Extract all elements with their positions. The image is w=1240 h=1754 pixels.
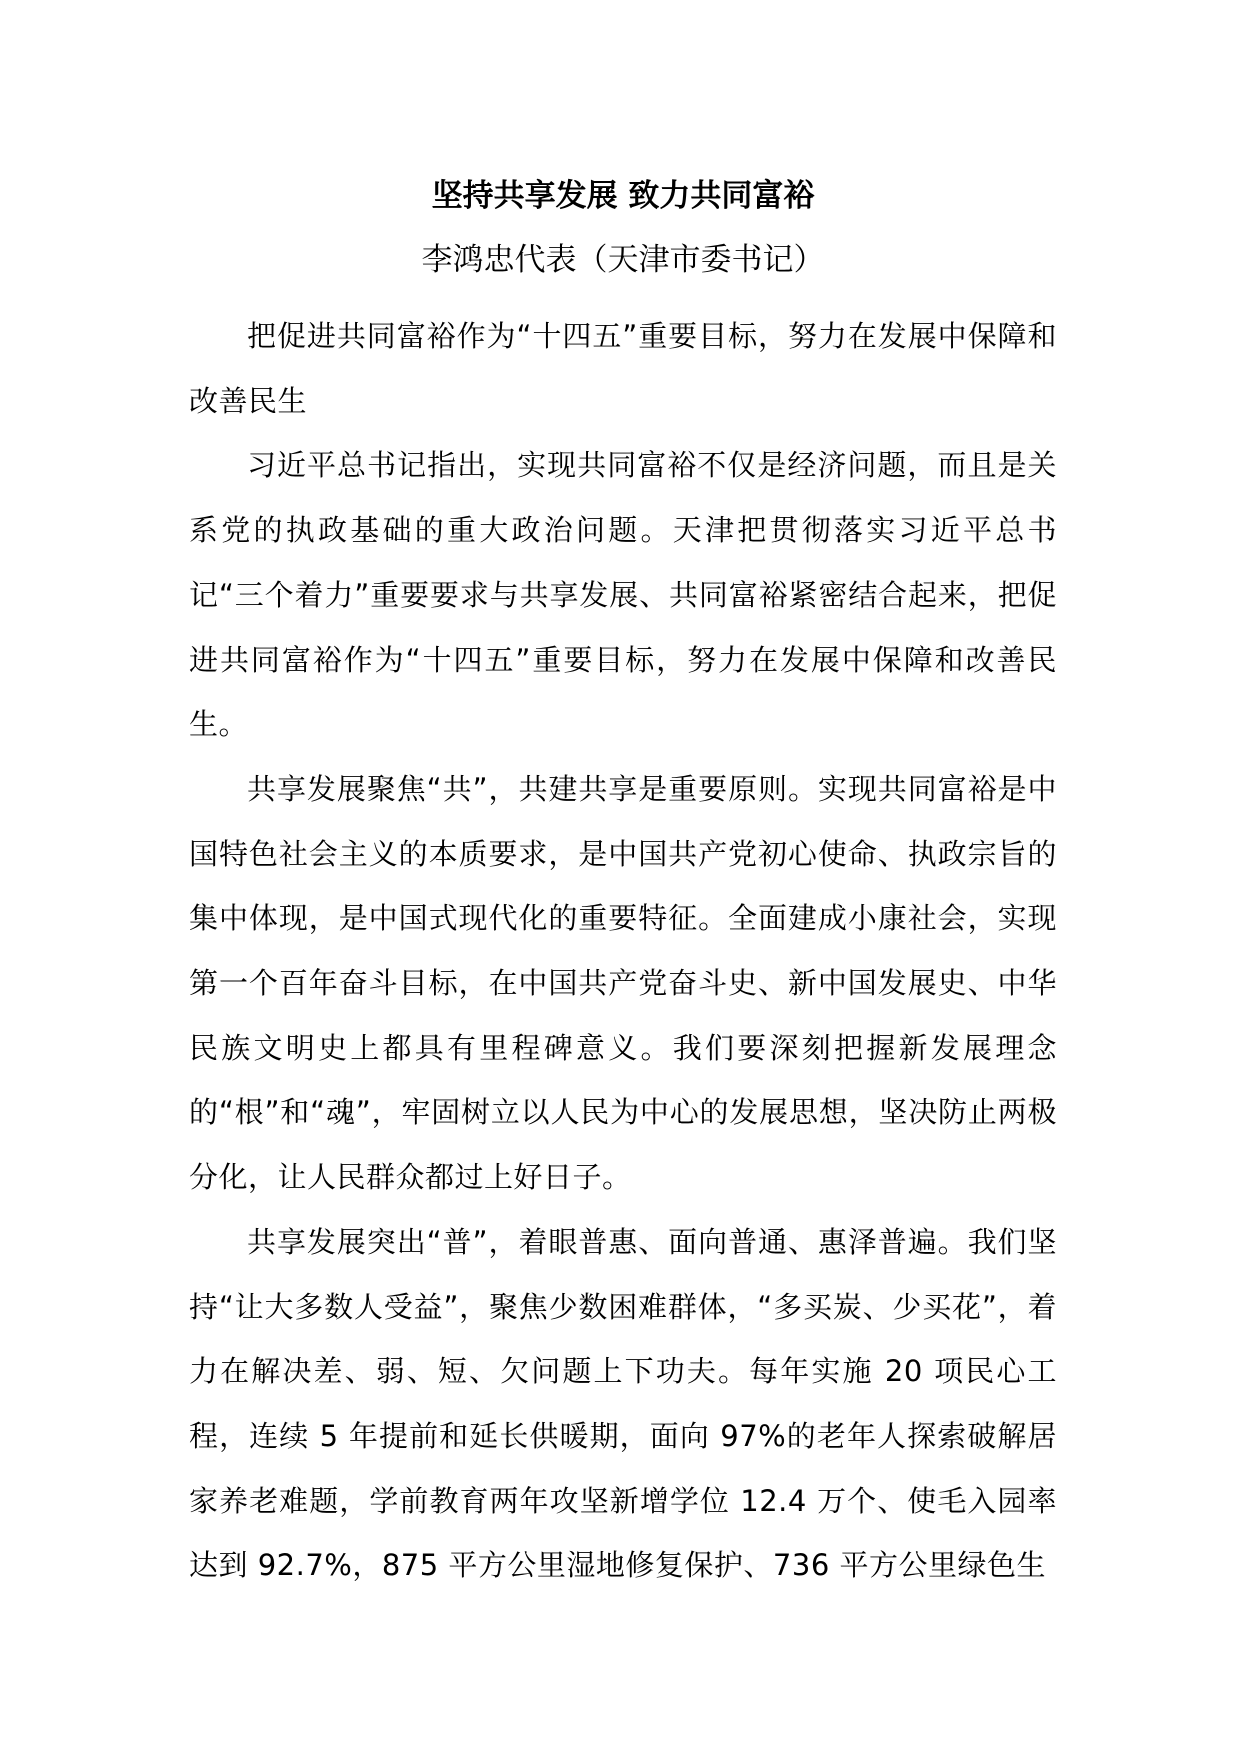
paragraph: 共享发展突出“普”，着眼普惠、面向普通、惠泽普遍。我们坚持“让大多数人受益”，聚焦少数困难群体，“多买炭、少买花”，着力在解决差、弱、短、欠问题上下功夫。每年实施 20 项民心工程，连续 5 年提前和延长供暖期，面向 97%的老年人探索破解居家养老难题，学前教育两年攻坚新增学位 12.4 万个、使毛入园率达到 92.7%，875 平方公里湿地修复保护、736 平方公里绿色生: [189, 1224, 1057, 1583]
document-body: [189, 304, 1057, 1598]
paragraph: 共享发展聚焦“共”，共建共享是重要原则。实现共同富裕是中国特色社会主义的本质要求，是中国共产党初心使命、执政宗旨的集中体现，是中国式现代化的重要特征。全面建成小康社会，实现第一个百年奋斗目标，在中国共产党奋斗史、新中国发展史、中华民族文明史上都具有里程碑意义。我们要深刻把握新发展理念的“根”和“魂”，牢固树立以人民为中心的发展思想，坚决防止两极分化，让人民群众都过上好日子。: [189, 771, 1057, 1195]
paragraph: 把促进共同富裕作为“十四五”重要目标，努力在发展中保障和改善民生: [189, 319, 1057, 418]
paragraph: 习近平总书记指出，实现共同富裕不仅是经济问题，而且是关系党的执政基础的重大政治问题。天津把贯彻落实习近平总书记“三个着力”重要要求与共享发展、共同富裕紧密结合起来，把促进共同富裕作为“十四五”重要目标，努力在发展中保障和改善民生。: [189, 448, 1057, 742]
document-title: 坚持共享发展 致力共同富裕: [431, 178, 815, 214]
document-author: 李鸿忠代表（天津市委书记）: [421, 242, 825, 278]
